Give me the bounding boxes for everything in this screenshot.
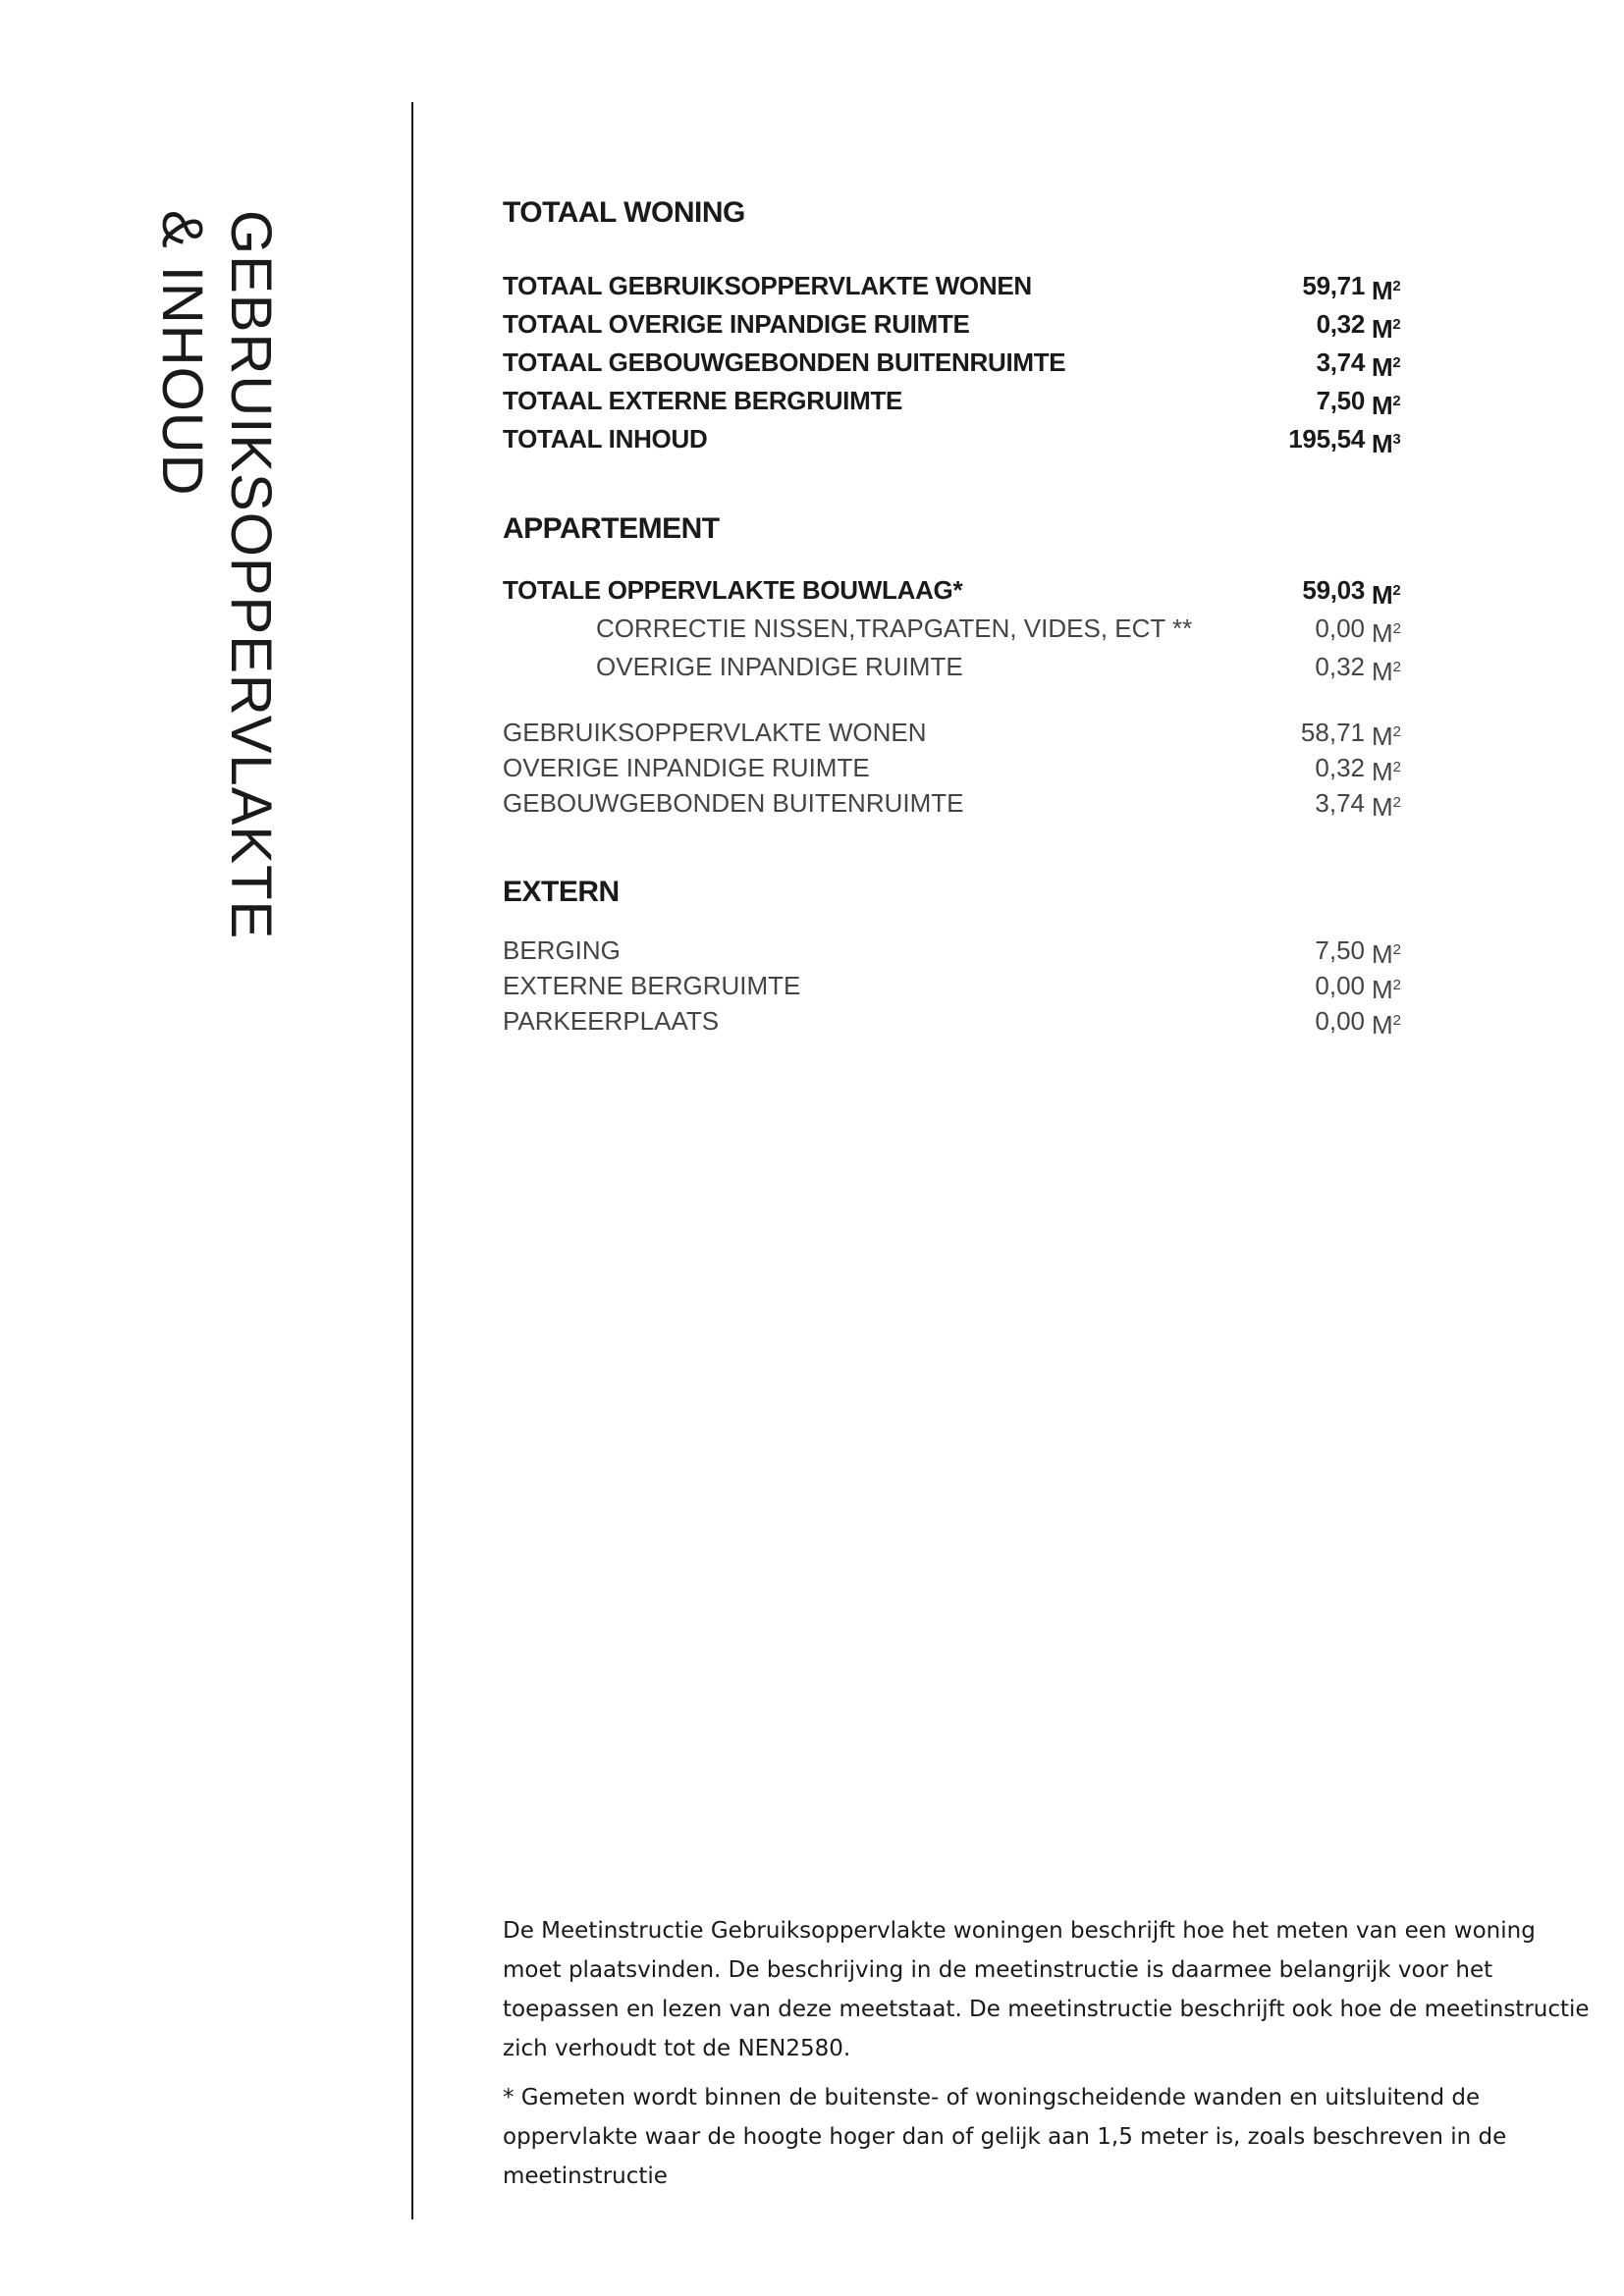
row-value: 195,54 — [1288, 424, 1365, 454]
totaal-woning-list — [503, 267, 1416, 458]
note-meetinstructie: De Meetinstructie Gebruiksoppervlakte woningen beschrijft hoe het meten van een woning moet plaatsvinden. De beschrijving in de meetinstructie is daarmee belangrijk voor het toepassen en lezen van deze meetstaat. De meetinstructie beschrijft ook hoe de meetinstructie zich verhoudt tot de NEN2580. — [503, 1918, 1590, 2061]
table-row — [503, 933, 1416, 968]
row-label: OVERIGE INPANDIGE RUIMTE — [596, 652, 963, 681]
row-label: TOTAAL GEBRUIKSOPPERVLAKTE WONEN — [503, 271, 1032, 300]
table-row — [503, 785, 1416, 821]
footnotes — [503, 1911, 1593, 2206]
row-unit: $M^2$ — [1372, 352, 1401, 382]
table-row — [503, 968, 1416, 1003]
side-title-line-2: & INHOUD — [150, 210, 214, 497]
row-unit: $M^2$ — [1372, 721, 1402, 751]
table-row — [503, 750, 1416, 785]
row-label: TOTAAL INHOUD — [503, 424, 708, 454]
row-label: OVERIGE INPANDIGE RUIMTE — [503, 753, 870, 782]
row-unit: $M^2$ — [1372, 391, 1401, 420]
table-row — [503, 648, 1416, 686]
row-unit: $M^2$ — [1372, 657, 1402, 686]
table-row — [503, 267, 1416, 305]
section-title-extern: EXTERN — [503, 876, 620, 908]
row-label: GEBRUIKSOPPERVLAKTE WONEN — [503, 718, 927, 747]
row-value: 7,50 — [1316, 386, 1365, 415]
row-value: 7,50 — [1315, 935, 1365, 965]
row-unit: $M^2$ — [1372, 314, 1401, 344]
row-value: 58,71 — [1300, 718, 1365, 747]
side-title — [128, 210, 285, 1094]
row-label: BERGING — [503, 935, 621, 965]
appartement-detail-list — [503, 715, 1416, 821]
row-unit: $M^2$ — [1372, 757, 1402, 786]
row-value: 0,00 — [1315, 1006, 1365, 1036]
table-row — [503, 305, 1416, 344]
row-value: 59,71 — [1302, 271, 1365, 300]
row-value: 0,00 — [1315, 614, 1365, 643]
appartement-main-list — [503, 571, 1416, 686]
row-unit: $M^2$ — [1372, 975, 1402, 1004]
row-label: EXTERNE BERGRUIMTE — [503, 971, 801, 1000]
row-value: 0,00 — [1315, 971, 1365, 1000]
table-row — [503, 610, 1416, 648]
note-measurement-rule: * Gemeten wordt binnen de buitenste- of woningscheidende wanden en uitsluitend de oppervlakte waar de hoogte hoger dan of gelijk aan 1,5 meter is, zoals beschreven in de meetinstructie — [503, 2085, 1507, 2189]
row-unit: $M^2$ — [1372, 1010, 1402, 1040]
row-value: 0,32 — [1316, 309, 1365, 339]
row-unit: $M^2$ — [1372, 580, 1401, 610]
row-label: PARKEERPLAATS — [503, 1006, 720, 1036]
table-row — [503, 382, 1416, 420]
row-value: 0,32 — [1315, 753, 1365, 782]
table-row — [503, 420, 1416, 458]
row-value: 3,74 — [1316, 347, 1365, 377]
row-label: TOTAAL EXTERNE BERGRUIMTE — [503, 386, 903, 415]
row-value: 3,74 — [1315, 788, 1365, 818]
row-label: TOTAAL OVERIGE INPANDIGE RUIMTE — [503, 309, 970, 339]
table-row — [503, 571, 1416, 610]
row-unit: $M^3$ — [1372, 429, 1401, 458]
section-title-totaal-woning: TOTAAL WONING — [503, 196, 745, 229]
row-value: 0,32 — [1315, 652, 1365, 681]
table-row — [503, 1003, 1416, 1039]
row-unit: $M^2$ — [1372, 276, 1401, 305]
extern-list — [503, 933, 1416, 1039]
row-value: 59,03 — [1302, 575, 1365, 605]
row-unit: $M^2$ — [1372, 939, 1402, 969]
row-label: TOTAAL GEBOUWGEBONDEN BUITENRUIMTE — [503, 347, 1066, 377]
table-row — [503, 715, 1416, 750]
section-title-appartement: APPARTEMENT — [503, 512, 720, 545]
row-unit: $M^2$ — [1372, 618, 1402, 648]
row-label: TOTALE OPPERVLAKTE BOUWLAAG* — [503, 575, 963, 605]
row-label: GEBOUWGEBONDEN BUITENRUIMTE — [503, 788, 964, 818]
table-row — [503, 344, 1416, 382]
row-label: CORRECTIE NISSEN,TRAPGATEN, VIDES, ECT ** — [596, 614, 1193, 643]
side-title-line-1: GEBRUIKSOPPERVLAKTE — [219, 210, 283, 940]
row-unit: $M^2$ — [1372, 792, 1402, 822]
vertical-divider — [411, 102, 413, 2219]
